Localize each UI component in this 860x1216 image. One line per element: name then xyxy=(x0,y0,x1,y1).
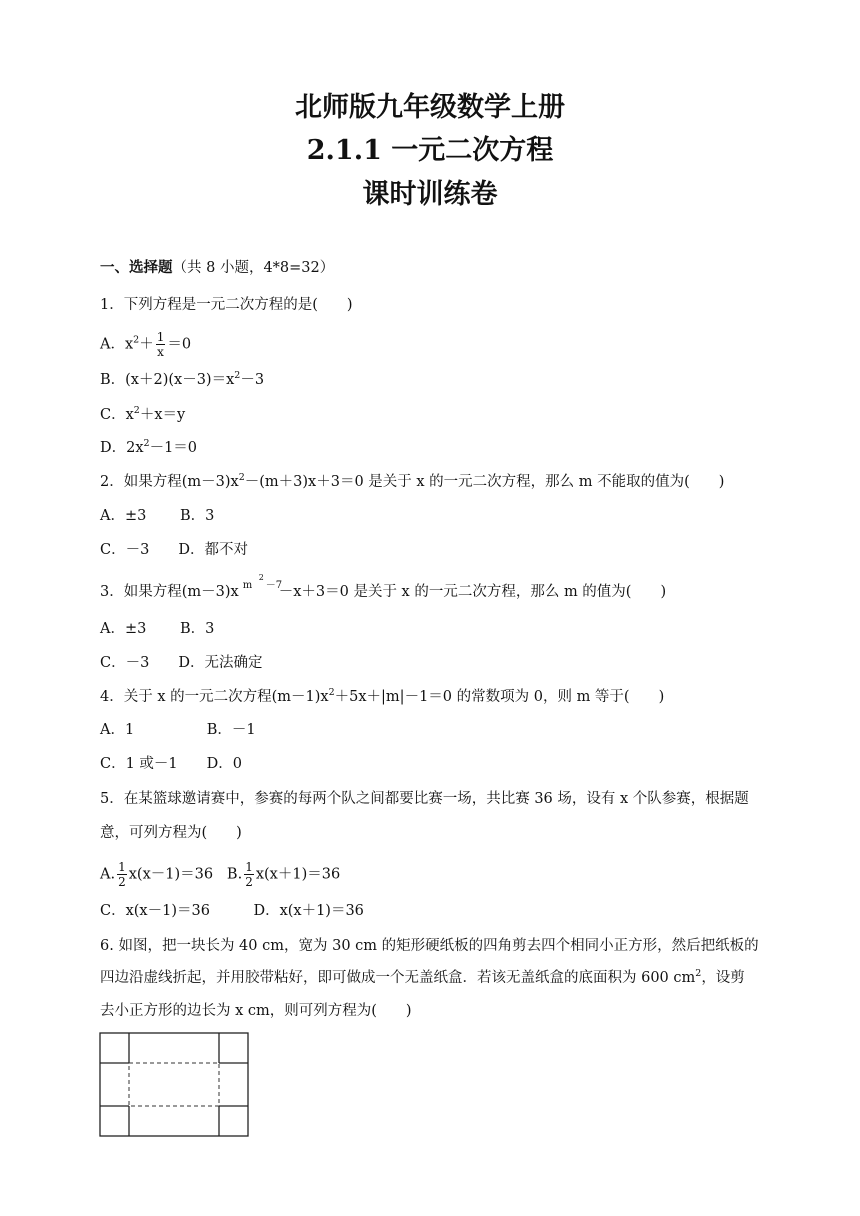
q2-stem-tail: －(m＋3)x＋3＝0 是关于 x 的一元二次方程，那么 m 不能取的值为( ) xyxy=(244,474,725,490)
section-note: （共 8 小题，4*8=32） xyxy=(172,260,335,276)
q1-c-text: C．x xyxy=(100,407,134,423)
q1-d-text: D．2x xyxy=(100,440,144,456)
q6-stem-line3: 去小正方形的边长为 x cm，则可列方程为( ) xyxy=(100,1003,412,1019)
doc-title-line1: 北师版九年级数学上册 xyxy=(295,92,565,123)
q1-stem: 1．下列方程是一元二次方程的是( ) xyxy=(100,297,353,313)
fraction-numerator: 1 xyxy=(118,860,126,874)
q1-option-b xyxy=(100,370,264,390)
fraction-numerator: 1 xyxy=(156,330,165,344)
q3-stem-head: 3．如果方程(m－3)x xyxy=(100,584,239,600)
q1-option-a xyxy=(100,330,191,359)
exponent: 2 xyxy=(238,472,245,483)
exponent: 2 xyxy=(143,438,150,449)
q1-c-tail: ＋x＝y xyxy=(139,407,186,423)
q3-options-row1: A．±3 B．3 xyxy=(100,621,215,637)
q3-stem xyxy=(100,573,667,602)
q2-options-row2: C．－3 D．都不对 xyxy=(100,542,248,558)
q4-options-row1: A．1 B．－1 xyxy=(100,722,256,738)
cardboard-outline xyxy=(100,1033,248,1136)
q4-options-row2: C．1 或－1 D．0 xyxy=(100,756,243,772)
q4-stem xyxy=(100,687,664,707)
exponent: 2 xyxy=(133,405,140,416)
exponent: 2 xyxy=(133,334,140,346)
fold-line xyxy=(129,1063,219,1106)
exponent: 2 xyxy=(234,370,241,381)
q5-a-label: A. xyxy=(100,866,116,883)
fraction xyxy=(117,860,127,889)
fraction-denominator: 2 xyxy=(245,875,253,889)
q5-a-expr: x(x－1)＝36 xyxy=(128,866,214,883)
q1-b-tail: －3 xyxy=(240,372,265,388)
cardboard-diagram xyxy=(99,1032,251,1138)
q6-stem2-tail: ，设剪 xyxy=(701,970,745,986)
section-heading xyxy=(100,258,334,278)
exponent-m: m xyxy=(242,580,253,591)
q5-options-row1 xyxy=(100,860,340,889)
q2-stem xyxy=(100,472,724,492)
q3-stem-tail: －x＋3＝0 是关于 x 的一元二次方程，那么 m 的值为( ) xyxy=(278,584,667,600)
q5-options-row2: C．x(x－1)＝36 D．x(x＋1)＝36 xyxy=(100,903,364,919)
exponent-minus-7: －7 xyxy=(265,580,283,591)
q1-a-text: A．x xyxy=(100,336,134,353)
q5-b-label: B. xyxy=(226,866,243,883)
exponent: 2 xyxy=(695,968,702,979)
fraction xyxy=(156,330,166,359)
q6-stem2-head: 四边沿虚线折起，并用胶带粘好，即可做成一个无盖纸盒．若该无盖纸盒的底面积为 600 cm xyxy=(100,970,696,986)
doc-title-line3: 课时训练卷 xyxy=(362,179,498,210)
section-title: 一、选择题 xyxy=(100,259,173,276)
fraction-denominator: x xyxy=(157,345,164,359)
exponent-2: 2 xyxy=(258,573,264,582)
q1-a-tail: ＝0 xyxy=(167,336,192,353)
q1-a-plus: ＋ xyxy=(139,336,154,353)
q1-option-c xyxy=(100,405,185,425)
q1-d-tail: －1＝0 xyxy=(149,440,198,456)
q1-option-d xyxy=(100,438,197,458)
q4-stem-head: 4．关于 x 的一元二次方程(m－1)x xyxy=(100,689,329,705)
q5-b-expr: x(x＋1)＝36 xyxy=(255,866,341,883)
fraction-numerator: 1 xyxy=(245,860,253,874)
fraction-denominator: 2 xyxy=(118,875,126,889)
q1-b-text: B．(x＋2)(x－3)＝x xyxy=(100,372,235,388)
doc-title-line2: 2.1.1 一元二次方程 xyxy=(306,135,554,166)
q3-exponent xyxy=(239,573,283,596)
fraction xyxy=(244,860,254,889)
q6-stem-line2 xyxy=(100,968,745,988)
q2-options-row1: A．±3 B．3 xyxy=(100,508,215,524)
q4-stem-tail: ＋5x＋|m|－1＝0 的常数项为 0，则 m 等于( ) xyxy=(334,689,665,705)
q2-stem-head: 2．如果方程(m－3)x xyxy=(100,474,239,490)
exponent: 2 xyxy=(328,687,335,698)
q6-stem-line1: 6. 如图，把一块长为 40 cm，宽为 30 cm 的矩形硬纸板的四角剪去四个相同小正方形，然后把纸板的 xyxy=(100,938,759,954)
q3-options-row2: C．－3 D．无法确定 xyxy=(100,655,263,671)
q5-stem-line2: 意，可列方程为( ) xyxy=(100,825,242,841)
q5-stem-line1: 5．在某篮球邀请赛中，参赛的每两个队之间都要比赛一场，共比赛 36 场，设有 x 个队参赛，根据题 xyxy=(100,791,749,807)
